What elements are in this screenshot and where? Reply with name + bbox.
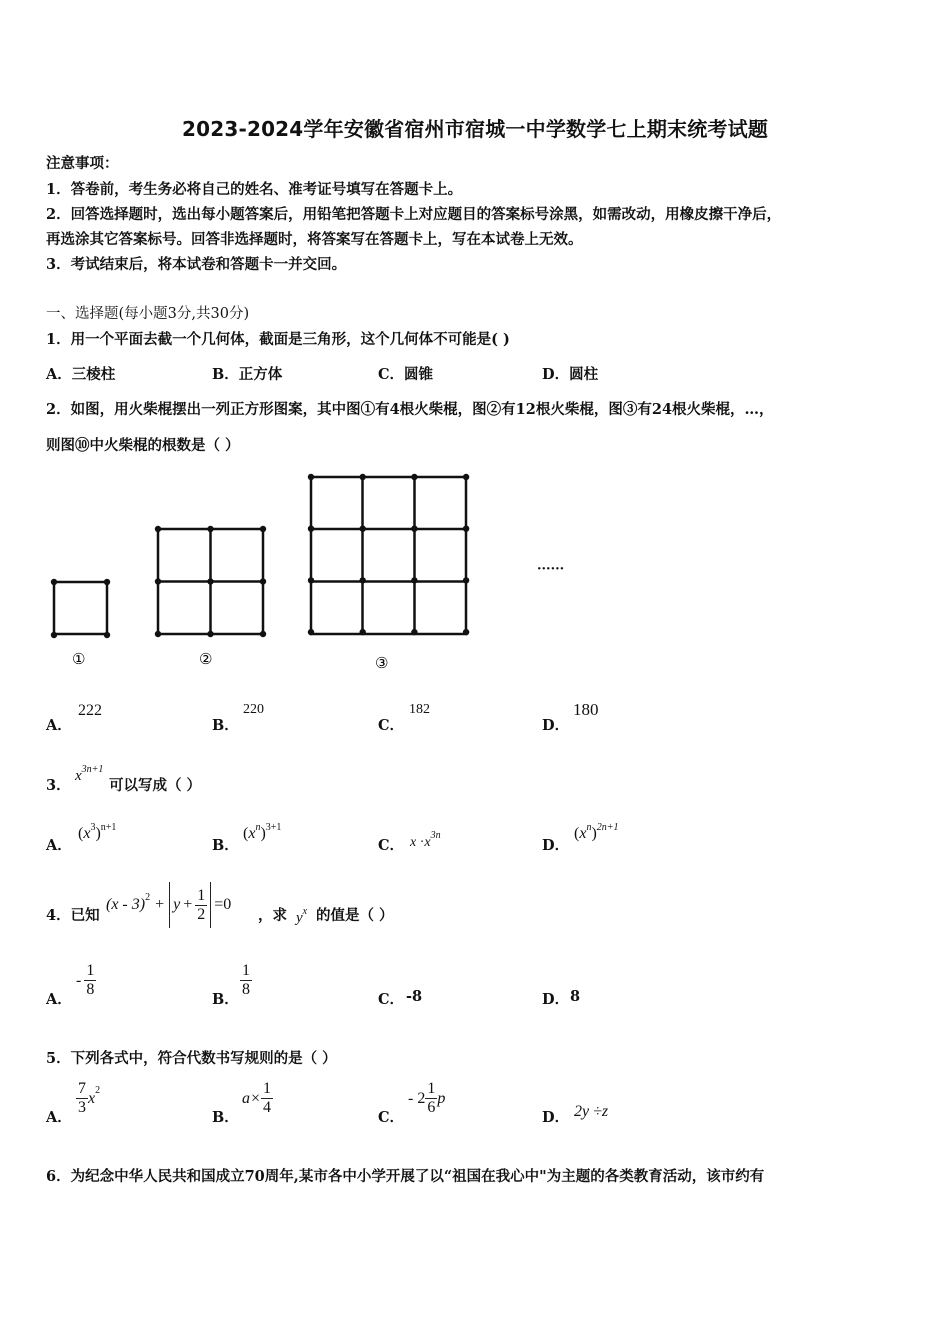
q3d-outer-exp: 2n+1 [596, 822, 619, 833]
q4-fraction [195, 887, 207, 924]
notice-item: 3．考试结束后，将本试卷和答题卡一并交回。 [46, 256, 347, 273]
q5b-den: 4 [263, 1099, 272, 1116]
matchstick-joint [360, 629, 366, 635]
q4b-den: 8 [242, 981, 250, 998]
matchstick-joint [104, 632, 110, 638]
q1-option-a: A．三棱柱 [46, 366, 116, 383]
matchstick-joint [411, 526, 417, 532]
matchstick-joint [155, 631, 161, 637]
matchstick-joint [260, 578, 266, 584]
matchstick-joint [207, 526, 213, 532]
q3d-inner: x [579, 825, 587, 842]
figure-label-1: ① [72, 650, 86, 668]
q2-option-d-value: 180 [573, 700, 599, 719]
q5-option-a [76, 1080, 100, 1117]
q2-option-b-value: 220 [243, 702, 264, 717]
figure-3 [311, 477, 466, 634]
notice-item: 再选涂其它答案标号。回答非选择题时，将答案写在答题卡上，写在本试卷上无效。 [46, 231, 583, 248]
q4a-sign: - [76, 971, 82, 989]
notice-item: 1．答卷前，考生务必将自己的姓名、准考证号填写在答题卡上。 [46, 181, 463, 198]
matchstick-joint [260, 631, 266, 637]
matchstick-joint [411, 577, 417, 583]
q5c-num: 1 [427, 1080, 436, 1097]
q3-option-b: $(x^n)^{3+1}$ [243, 822, 282, 842]
matchstick-joint [104, 579, 110, 585]
q5b-fraction [261, 1080, 273, 1117]
q5c-fraction [425, 1080, 437, 1117]
q4b-fraction [240, 962, 252, 999]
q4-option-c-letter: C． [378, 991, 405, 1008]
q3-option-c [410, 830, 441, 851]
matchstick-joint [411, 629, 417, 635]
q3b-inner: x [248, 825, 256, 842]
question-1-stem: 1．用一个平面去截一个几何体，截面是三角形，这个几何体不可能是( ) [46, 331, 510, 348]
q4-option-a-letter: A． [46, 991, 72, 1008]
notice-heading: 注意事项： [46, 155, 119, 172]
q5-option-d: 2y ÷z [574, 1103, 609, 1120]
q4-pow-exp: x [302, 906, 308, 917]
q5c-den: 6 [427, 1099, 436, 1116]
q4-option-d-value: 8 [570, 988, 581, 1005]
q4-pow-base: y [296, 910, 303, 926]
matchstick-joint [411, 474, 417, 480]
matchstick-joint [463, 629, 469, 635]
q5-option-c [408, 1080, 445, 1117]
q5a-fraction [76, 1080, 88, 1117]
question-4-number: 4．已知 [46, 907, 100, 924]
q2-option-c-letter: C． [378, 717, 405, 734]
matchstick-joint [308, 474, 314, 480]
matchstick-joint [207, 631, 213, 637]
page-title: 2023-2024学年安徽省宿州市宿城一中学数学七上期末统考试题 [181, 117, 769, 141]
matchstick-joint [155, 526, 161, 532]
matchstick-joint [360, 577, 366, 583]
matchstick-joint [360, 526, 366, 532]
matchstick-joint [463, 526, 469, 532]
q3-expression [75, 764, 103, 785]
q3-option-a-letter: A． [46, 837, 72, 854]
q2-option-d-letter: D． [542, 717, 570, 734]
q3d-inner-exp: n [586, 822, 592, 833]
matchstick-joint [360, 474, 366, 480]
q4-equals: =0 [214, 896, 232, 913]
question-4-text: 的值是（ ） [316, 907, 394, 924]
q5c-var: p [437, 1089, 446, 1107]
q4-frac-num: 1 [197, 886, 206, 904]
q4-mid: ，求 [258, 907, 287, 924]
q4-equation [106, 882, 231, 928]
q5b-num: 1 [263, 1080, 272, 1097]
q3-exponent: 3n+1 [81, 764, 104, 775]
matchstick-joint [51, 632, 57, 638]
q4-power [296, 906, 307, 927]
q5-option-b-letter: B． [212, 1109, 239, 1126]
q5-option-b [242, 1080, 273, 1117]
q5c-sign: - 2 [408, 1089, 426, 1107]
figure-label-2: ② [199, 650, 213, 668]
q5b-op: × [251, 1089, 261, 1107]
matchstick-joint [463, 474, 469, 480]
q4b-num: 1 [242, 962, 250, 979]
figure-ellipsis: ······ [537, 562, 565, 577]
q3c-b: x [424, 835, 431, 850]
matchstick-figure [46, 462, 594, 677]
question-6-stem: 6．为纪念中华人民共和国成立70周年,某市各中小学开展了以“祖国在我心中"为主题的各类教育活动，该市约有 [46, 1168, 765, 1185]
q4a-num: 1 [86, 962, 95, 979]
q3c-dot: · [419, 835, 425, 850]
q4-option-a [76, 962, 96, 999]
question-3-text: 可以写成（ ） [109, 777, 202, 794]
matchstick-joint [308, 526, 314, 532]
question-3-number: 3． [46, 777, 71, 794]
q5-option-c-letter: C． [378, 1109, 405, 1126]
q4-expr-left: (x - 3) [106, 896, 146, 913]
question-5-stem: 5．下列各式中，符合代数书写规则的是（ ） [46, 1050, 337, 1067]
q2-option-b-letter: B． [212, 717, 239, 734]
q4-option-b-letter: B． [212, 991, 239, 1008]
figure-label-3: ③ [375, 654, 389, 672]
question-2-stem: 2．如图，用火柴棍摆出一列正方形图案，其中图①有4根火柴棍，图②有12根火柴棍，图③有24根火柴棍，…， [46, 401, 774, 418]
q4-option-d-letter: D． [542, 991, 570, 1008]
q3c-a: x [410, 835, 417, 850]
q2-option-a-letter: A． [46, 717, 72, 734]
matchstick-joint [51, 579, 57, 585]
q3-option-d: $(x^n)^{2n+1}$ [574, 822, 619, 842]
q3a-inner-exp: 3 [90, 822, 96, 833]
q2-option-c-value: 182 [409, 702, 430, 717]
q3-option-c-letter: C． [378, 837, 405, 854]
q5a-var: x [88, 1089, 96, 1107]
q3a-inner: x [83, 825, 91, 842]
q3-option-b-letter: B． [212, 837, 239, 854]
q4-plus: + [155, 896, 165, 913]
q3c-b-exp: 3n [430, 830, 441, 841]
q4-frac-den: 2 [197, 905, 206, 923]
q4-expr-sq: 2 [145, 891, 151, 903]
q5a-den: 3 [78, 1099, 86, 1116]
q3b-outer-exp: 3+1 [265, 822, 282, 833]
q3a-outer-exp: n+1 [100, 822, 117, 833]
matchstick-joint [155, 578, 161, 584]
matchstick-joint [463, 577, 469, 583]
q5a-num: 7 [78, 1080, 86, 1097]
matchstick-joint [308, 629, 314, 635]
q3b-inner-exp: n [255, 822, 261, 833]
matchstick-joint [260, 526, 266, 532]
q4-abs-y: y [173, 896, 181, 913]
q5b-var: a [242, 1089, 250, 1107]
q4-abs-plus: + [183, 896, 193, 913]
q4-absolute-value [169, 882, 211, 928]
question-2-stem-cont: 则图⑩中火柴棍的根数是（ ） [46, 437, 240, 454]
q3-option-d-letter: D． [542, 837, 570, 854]
q2-option-a-value: 222 [78, 702, 102, 719]
q5a-exp: 2 [95, 1085, 101, 1096]
matchstick-joint [308, 577, 314, 583]
q1-option-b: B．正方体 [212, 366, 283, 383]
q1-option-d: D．圆柱 [542, 366, 599, 383]
q5-option-a-letter: A． [46, 1109, 72, 1126]
q4-option-c-value: -8 [406, 988, 423, 1005]
q4a-fraction [84, 962, 96, 999]
q4-option-b [240, 962, 252, 999]
notice-item: 2．回答选择题时，选出每小题答案后，用铅笔把答题卡上对应题目的答案标号涂黑，如需改动，用橡皮擦干净后， [46, 206, 782, 223]
figure-1 [54, 582, 107, 634]
section-heading: 一、选择题(每小题3分,共30分) [46, 306, 250, 322]
q5-option-d-letter: D． [542, 1109, 570, 1126]
matchstick-joint [207, 578, 213, 584]
q3-base: x [75, 768, 82, 784]
q4a-den: 8 [86, 981, 95, 998]
q1-option-c: C．圆锥 [378, 366, 434, 383]
q3-option-a: $(x^3)^{n+1}$ [78, 822, 117, 842]
